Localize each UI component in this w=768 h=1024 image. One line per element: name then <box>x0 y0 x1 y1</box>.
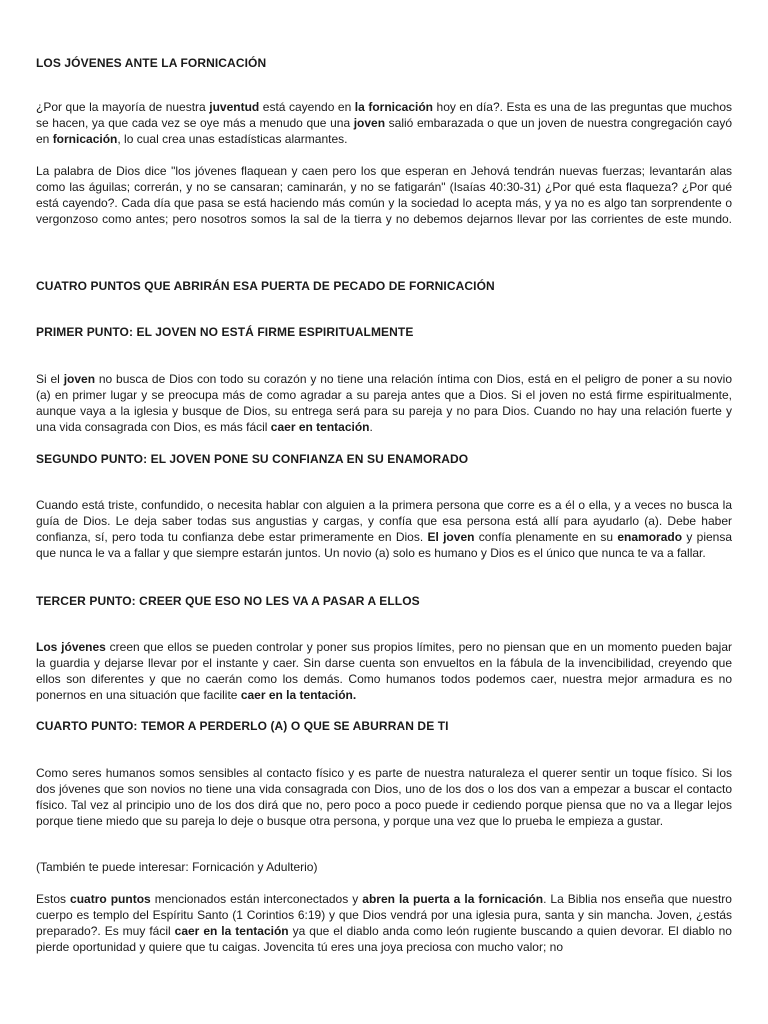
body-text: mencionados están interconectados y <box>150 892 363 906</box>
section-heading-primer-punto: PRIMER PUNTO: EL JOVEN NO ESTÁ FIRME ESPIRITUALMENTE <box>36 325 414 339</box>
emphasis-text: cuatro puntos <box>70 892 151 906</box>
section-heading-segundo-punto: SEGUNDO PUNTO: EL JOVEN PONE SU CONFIANZA EN SU ENAMORADO <box>36 452 469 466</box>
paragraph-cuarto-punto <box>36 765 732 829</box>
paragraph-tercer-punto <box>36 639 732 703</box>
paragraph-conclusion <box>36 891 732 955</box>
emphasis-text: la fornicación <box>354 100 433 114</box>
emphasis-text: caer en la tentación. <box>240 688 357 702</box>
body-text: y piensa que nunca le va a fallar y que siempre estarán juntos. Un novio (a) solo es humano y Dios es el único que nunca te va a fallar. <box>36 530 733 560</box>
page-title: LOS JÓVENES ANTE LA FORNICACIÓN <box>36 56 267 70</box>
body-text: creen que ellos se pueden controlar y poner sus propios límites, pero no piensan que en un momento pueden bajar la guardia y dejarse llevar por el instante y caer. Sin darse cuenta son envueltos en la fábula de la invencibilidad, creyendo que ellos son diferentes y que no caerán como los demás. Como humanos todos podemos caer, nuestra mejor armadura es no ponernos en una situación que facilite <box>36 640 733 702</box>
emphasis-text: joven <box>63 372 96 386</box>
related-link-text: (También te puede interesar: Fornicación y Adulterio) <box>36 860 318 874</box>
body-text: . La Biblia nos enseña que nuestro cuerpo es templo del Espíritu Santo (1 Corintios 6:19) y que Dios vendrá por una iglesia pura, santa y sin mancha. Joven, ¿estás preparado?. Es muy fácil <box>36 892 732 938</box>
section-heading-tercer-punto: TERCER PUNTO: CREER QUE ESO NO LES VA A PASAR A ELLOS <box>36 594 420 608</box>
emphasis-text: abren la puerta a la fornicación <box>362 892 544 906</box>
emphasis-text: enamorado <box>617 530 683 544</box>
body-text: está cayendo en <box>259 100 355 114</box>
paragraph-segundo-punto <box>36 497 732 561</box>
emphasis-text: caer en tentación <box>270 420 370 434</box>
body-text: Como seres humanos somos sensibles al contacto físico y es parte de nuestra naturaleza el querer sentir un toque físico. Si los dos jóvenes que son novios no tiene una vida consagrada con Dios, uno de los dos o los dos van a empezar a buscar el contacto físico. Tal vez al principio uno de los dos dirá que no, pero poco a poco puede ir cediendo porque piensa que no va a llegar lejos porque tiene miedo que su pareja lo deje o busque otra persona, y porque una vez que lo prueba le empieza a gustar. <box>36 766 732 828</box>
section-heading-cuarto-punto: CUARTO PUNTO: TEMOR A PERDERLO (A) O QUE SE ABURRAN DE TI <box>36 719 449 733</box>
emphasis-text: juventud <box>209 100 260 114</box>
body-text: Cuando está triste, confundido, o necesita hablar con alguien a la primera persona que corre es a él o ella, y a veces no busca la guía de Dios. Le deja saber todas sus angustias y cargas, y confía que esa persona está allí para ayudarlo (a). Debe haber confianza, sí, pero toda tu confianza debe estar primeramente en Dios. <box>36 498 732 544</box>
body-text: La palabra de Dios dice "los jóvenes flaquean y caen pero los que esperan en Jehová tendrán nuevas fuerzas; levantarán alas como las águilas; correrán, y no se cansaran; caminarán, y no se fatigarán" (Isaías 40:30-31) ¿Por qué esta flaqueza? ¿Por qué está cayendo?. Cada día que pasa se está haciendo más común y la sociedad lo acepta más, y ya no es algo tan sorprendente o vergonzoso como antes; pero nosotros somos la sal de la tierra y no debemos dejarnos llevar por las corrientes de este mundo. <box>36 164 732 226</box>
emphasis-text: fornicación <box>52 132 118 146</box>
body-text: salió embarazada o que un joven de nuestra congregación cayó en <box>36 116 732 146</box>
body-text: Si el <box>36 372 64 386</box>
body-text: Estos <box>36 892 71 906</box>
body-text: , lo cual crea unas estadísticas alarmantes. <box>117 132 348 146</box>
section-heading-cuatro-puntos: CUATRO PUNTOS QUE ABRIRÁN ESA PUERTA DE PECADO DE FORNICACIÓN <box>36 279 495 293</box>
body-text: confía plenamente en su <box>474 530 618 544</box>
emphasis-text: joven <box>353 116 386 130</box>
emphasis-text: caer en la tentación <box>174 924 289 938</box>
body-text: . <box>369 420 373 434</box>
intro-paragraph-2 <box>36 163 732 227</box>
body-text: ya que el diablo anda como león rugiente buscando a quien devorar. El diablo no pierde oportunidad y quiere que tu caigas. Jovencita tú eres una joya preciosa con mucho valor; no <box>36 924 732 954</box>
body-text: hoy en día?. Esta es una de las preguntas que muchos se hacen, ya que cada vez se oye más a menudo que una <box>36 100 732 130</box>
emphasis-text: El joven <box>427 530 475 544</box>
paragraph-primer-punto <box>36 371 732 435</box>
intro-paragraph-1 <box>36 99 732 147</box>
body-text: ¿Por que la mayoría de nuestra <box>36 100 210 114</box>
body-text: no busca de Dios con todo su corazón y no tiene una relación íntima con Dios, está en el peligro de poner a su novio (a) en primer lugar y se preocupa más de como agradar a su pareja antes que a Dios. Si el joven no está firme espiritualmente, aunque vaya a la iglesia y busque de Dios, su entrega será para su pareja y no para Dios. Cuando no hay una relación fuerte y una vida consagrada con Dios, es más fácil <box>36 372 732 434</box>
emphasis-text: Los jóvenes <box>36 640 106 654</box>
